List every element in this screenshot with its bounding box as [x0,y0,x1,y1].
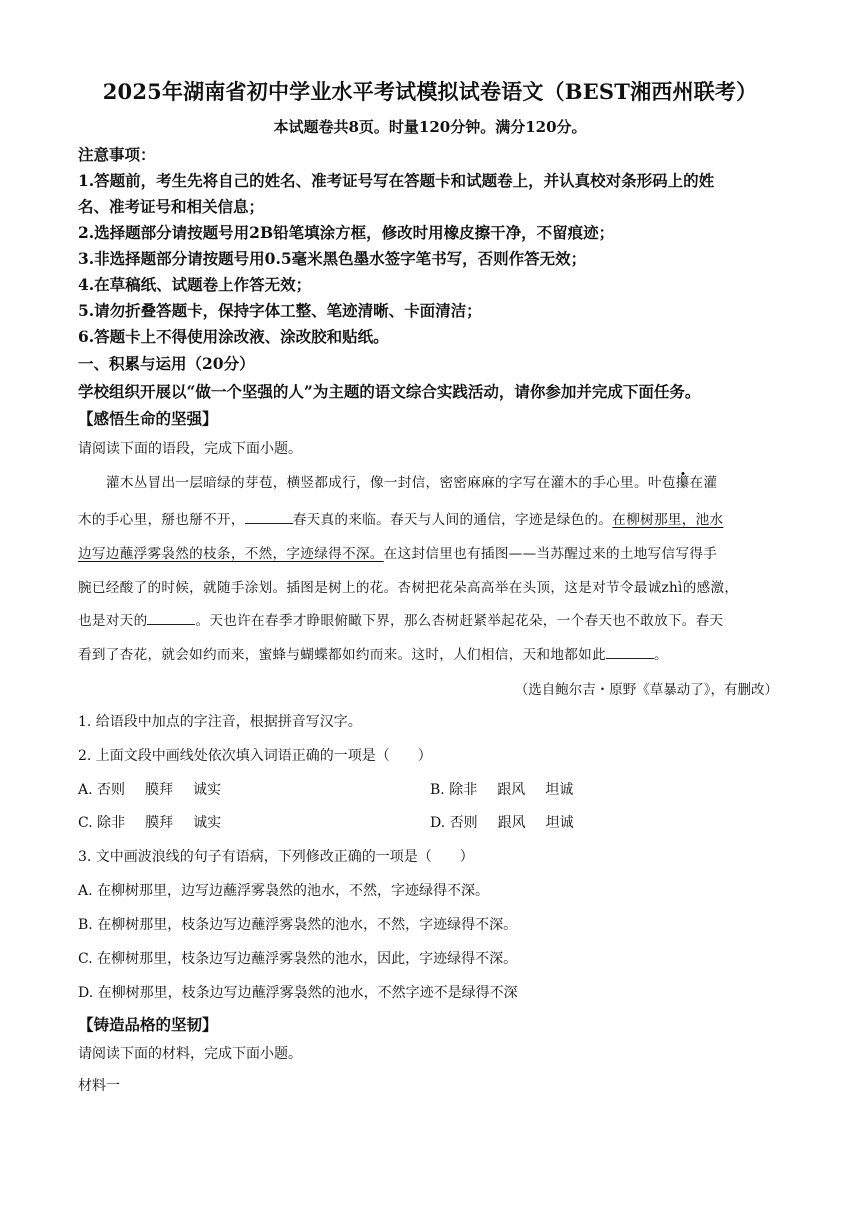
passage-line [78,609,778,629]
part-title: 【铸造品格的坚韧】 [78,1015,218,1034]
notice-item: 2.选择题部分请按题号用2B铅笔填涂方框，修改时用橡皮擦干净，不留痕迹； [78,223,615,242]
passage-text: 。 [653,647,668,663]
passage-text: 木的手心里，掰也掰不开， [78,512,245,528]
option-b [430,779,573,799]
passage-text: 也是对天的 [78,613,148,629]
notice-item: 3.非选择题部分请按题号用0.5毫米黑色墨水签字笔书写，否则作答无效； [78,249,587,268]
q3-option-a: A. 在柳树那里，边写边蘸浮雾袅然的池水，不然，字迹绿得不深。 [78,883,490,899]
part-title: 【感悟生命的坚强】 [78,409,218,428]
material-label: 材料一 [78,1078,120,1094]
notice-item: 6.答题卡上不得使用涂改液、涂改胶和贴纸。 [78,327,389,346]
section-heading: 一、积累与运用（20分） [78,354,255,373]
passage-text: 看到了杏花，就会如约而来，蜜蜂与蝴蝶都如约而来。这时，人们相信，天和地都如此 [78,647,606,663]
q3-option-d: D. 在柳树那里，枝条边写边蘸浮雾袅然的池水，不然字迹不是绿得不深 [78,985,518,1001]
page-subtitle: 本试题卷共8页。时量120分钟。满分120分。 [273,118,587,136]
notice-item: 4.在草稿纸、试题卷上作答无效； [78,275,312,294]
q3-option-b: B. 在柳树那里，枝条边写边蘸浮雾袅然的池水，不然，字迹绿得不深。 [78,917,518,933]
option-word: B. 除非 [430,782,478,798]
passage-text: 。天也许在春季才睁眼俯瞰下界，那么杏树赶紧举起花朵，一个春天也不敢放下。春天 [195,613,724,629]
option-a [78,779,221,799]
notice-item: 1.答题前，考生先将自己的姓名、准考证号写在答题卡和试题卷上，并认真校对条形码上的姓 [78,171,715,190]
wavy-underlined-text: 在柳树那里，池水 [612,512,724,528]
option-word: 坦诚 [545,782,574,798]
question-2: 2. 上面文段中画线处依次填入词语正确的一项是（ ） [78,748,432,764]
notice-item: 5.请勿折叠答题卡，保持字体工整、笔迹清晰、卡面清洁； [78,301,482,320]
option-word: 坦诚 [545,815,574,831]
notice-item: 名、准考证号和相关信息； [78,197,265,216]
option-word: D. 否则 [430,815,478,831]
passage-line: 腕已经酸了的时候，就随手涂划。插图是树上的花。杏树把花朵高高举在头顶，这是对节令最诚zhì的感激， [78,580,739,596]
option-word: 膜拜 [145,815,174,831]
part-instruction: 请阅读下面的材料，完成下面小题。 [78,1046,302,1062]
q3-option-c: C. 在柳树那里，枝条边写边蘸浮雾袅然的池水，因此，字迹绿得不深。 [78,951,518,967]
wavy-underlined-text: 边写边蘸浮雾袅然的枝条，不然，字迹绿得不深。 [78,546,384,562]
part-instruction: 请阅读下面的语段，完成下面小题。 [78,441,302,457]
page-title: 2025年湖南省初中学业水平考试模拟试卷语文（BEST湘西州联考） [102,79,758,104]
option-word: 膜拜 [145,782,174,798]
passage-line [78,471,778,491]
passage-line [78,643,778,663]
option-word: 跟风 [497,815,526,831]
fill-blank [147,610,195,625]
option-word: C. 除非 [78,815,126,831]
passage-text: 在灌 [689,475,718,491]
question-1: 1. 给语段中加点的字注音，根据拼音写汉字。 [78,714,362,730]
passage-text: 灌木丛冒出一层暗绿的芽苞，横竖都成行，像一封信，密密麻麻的字写在灌木的手心里。叶苞 [106,475,676,491]
option-d [430,812,574,832]
passage-line [78,508,778,528]
passage-text: 春天真的来临。春天与人间的通信，字迹是绿色的。 [292,512,613,528]
notice-heading: 注意事项： [78,145,156,164]
option-word: 跟风 [497,782,526,798]
option-word: 诚实 [193,782,222,798]
fill-blank [606,644,654,659]
option-word: A. 否则 [78,782,126,798]
dotted-char: 攥 [675,475,690,491]
passage-text: 在这封信里也有插图——当苏醒过来的土地写信写得手 [383,546,718,562]
passage-line [78,542,778,562]
question-3: 3. 文中画波浪线的句子有语病，下列修改正确的一项是（ ） [78,849,474,865]
option-word: 诚实 [193,815,222,831]
passage-source: （选自鲍尔吉・原野《草暴动了》，有删改） [514,682,778,698]
section-intro: 学校组织开展以“做一个坚强的人”为主题的语文综合实践活动，请你参加并完成下面任务。 [78,382,701,401]
option-c [78,812,221,832]
fill-blank [245,509,293,524]
